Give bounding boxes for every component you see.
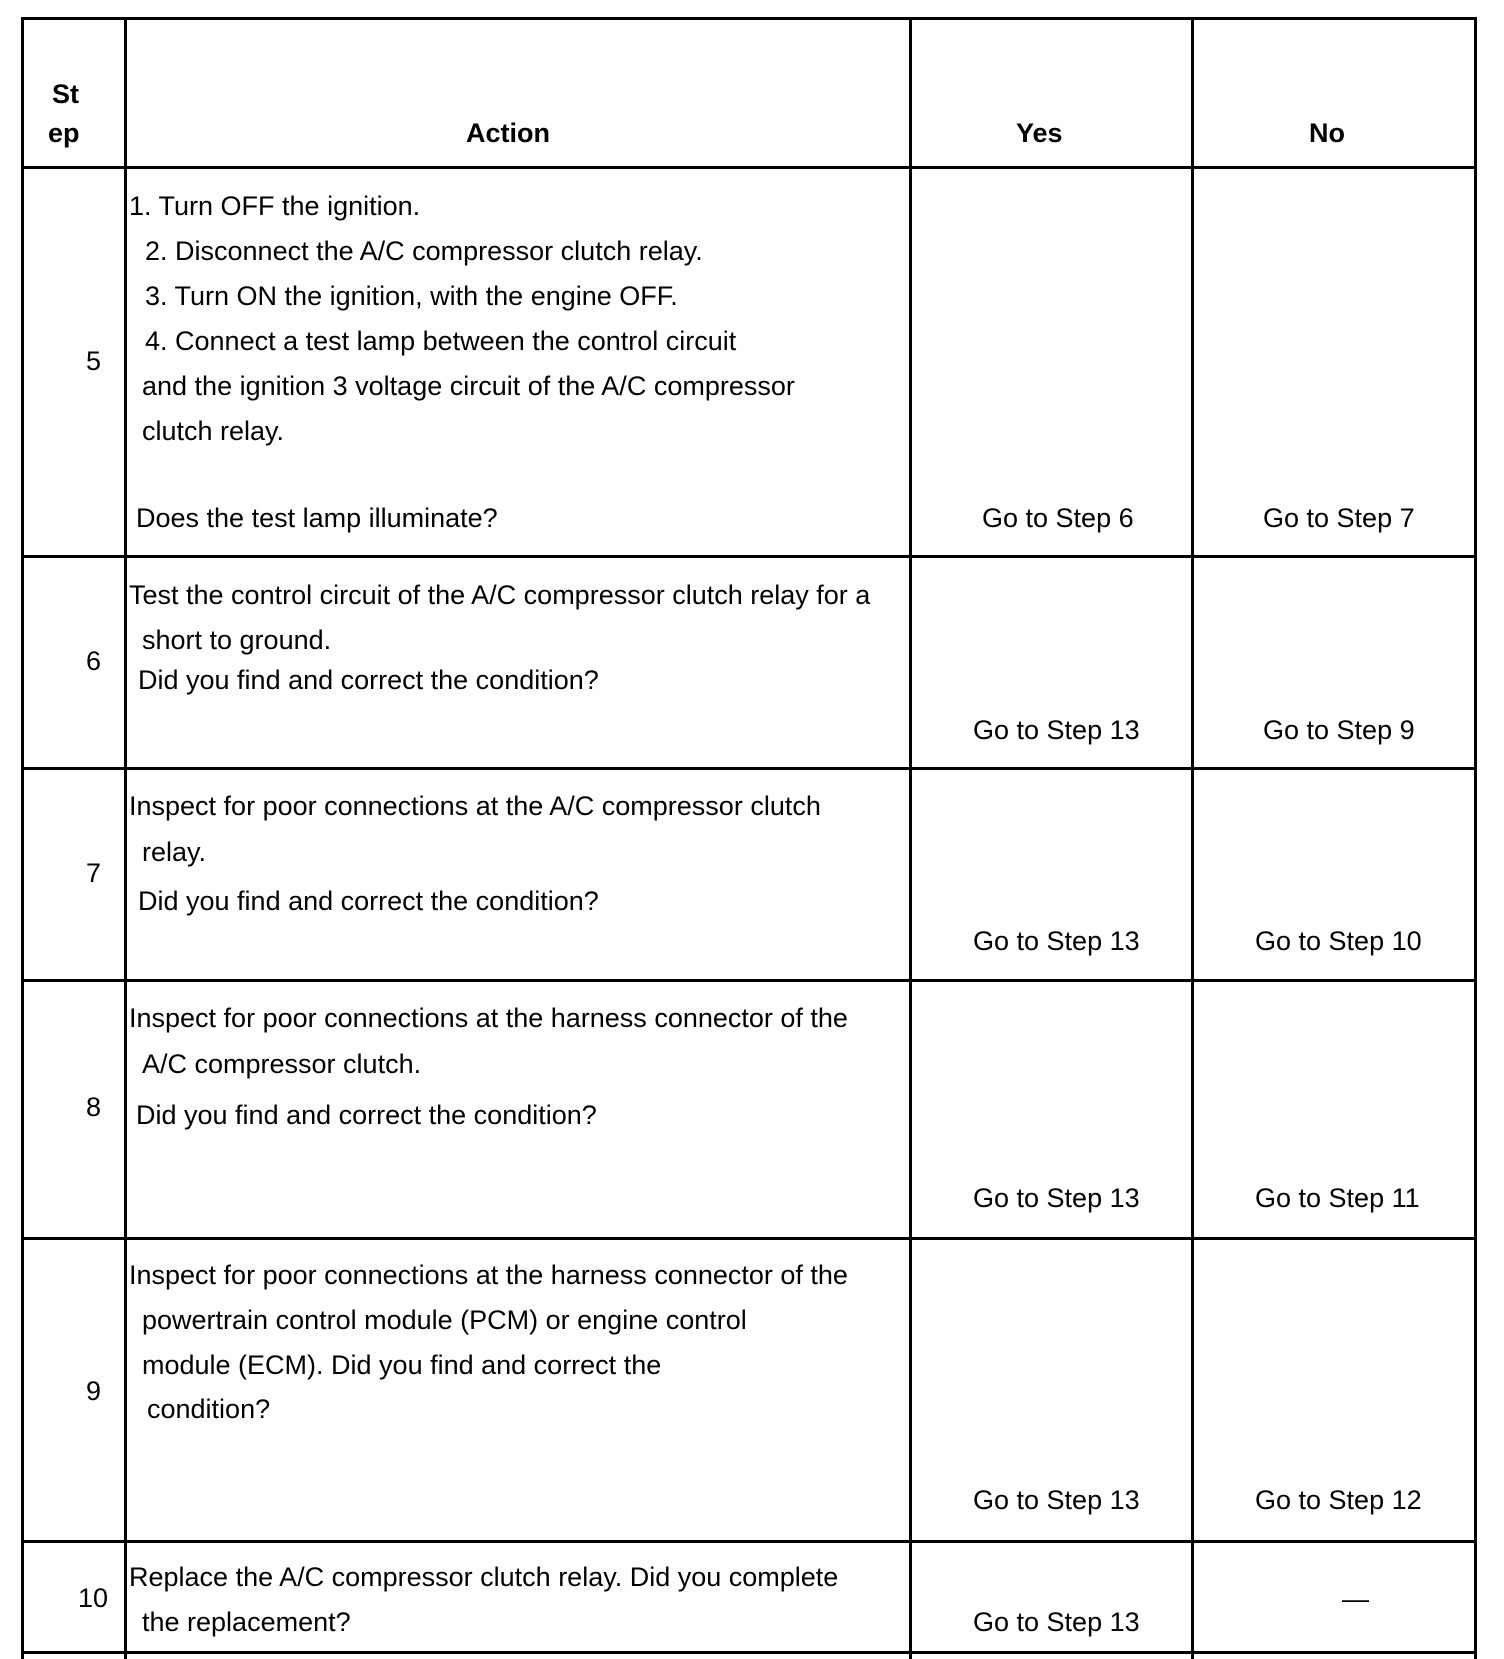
column-divider — [124, 17, 127, 1659]
no-result: Go to Step 7 — [1263, 503, 1415, 533]
action-question: Did you find and correct the condition? — [138, 665, 599, 695]
row-divider — [21, 555, 1477, 558]
no-result: Go to Step 12 — [1255, 1485, 1422, 1515]
action-line: 1. Turn OFF the ignition. — [129, 191, 421, 221]
step-number: 7 — [86, 858, 102, 888]
yes-result: Go to Step 13 — [973, 715, 1140, 745]
action-line: 2. Disconnect the A/C compressor clutch relay. — [145, 236, 703, 266]
row-divider — [21, 1237, 1477, 1240]
action-line: Test the control circuit of the A/C compressor clutch relay for a — [129, 580, 871, 610]
column-divider — [1191, 17, 1194, 1659]
header-step-line1: St — [52, 79, 79, 109]
no-result: Go to Step 11 — [1255, 1183, 1420, 1213]
header-divider — [21, 166, 1477, 169]
yes-result: Go to Step 13 — [973, 926, 1140, 956]
action-line: Inspect for poor connections at the A/C compressor clutch — [129, 791, 821, 821]
row-divider — [21, 979, 1477, 982]
header-no: No — [1309, 118, 1345, 148]
action-question: Did you find and correct the condition? — [136, 1100, 597, 1130]
no-result: Go to Step 9 — [1263, 715, 1415, 745]
yes-result: Go to Step 6 — [982, 503, 1134, 533]
header-action: Action — [466, 118, 550, 148]
yes-result: Go to Step 13 — [973, 1607, 1140, 1637]
step-number: 8 — [86, 1092, 102, 1122]
action-line: Inspect for poor connections at the harness connector of the — [129, 1260, 848, 1290]
step-number: 5 — [86, 346, 102, 376]
step-number: 10 — [78, 1583, 109, 1613]
step-number: 9 — [86, 1376, 102, 1406]
yes-result: Go to Step 13 — [973, 1183, 1140, 1213]
step-number: 6 — [86, 646, 102, 676]
action-line: 3. Turn ON the ignition, with the engine OFF. — [145, 281, 678, 311]
no-result-dash: — — [1342, 1584, 1369, 1614]
column-divider — [909, 17, 912, 1659]
action-line: powertrain control module (PCM) or engine control — [142, 1305, 747, 1335]
action-question: Does the test lamp illuminate? — [136, 503, 498, 533]
action-line: 4. Connect a test lamp between the control circuit — [145, 326, 737, 356]
action-line: the replacement? — [142, 1607, 351, 1637]
action-line: Inspect for poor connections at the harness connector of the — [129, 1003, 848, 1033]
no-result: Go to Step 10 — [1255, 926, 1422, 956]
action-line: and the ignition 3 voltage circuit of the A/C compressor — [142, 371, 795, 401]
table-border-top — [21, 17, 1477, 20]
header-step-line2: ep — [48, 118, 80, 148]
row-divider — [21, 767, 1477, 770]
action-line: short to ground. — [142, 625, 332, 655]
action-line: relay. — [142, 837, 207, 867]
table-border-left — [21, 17, 24, 1659]
action-line: clutch relay. — [142, 416, 285, 446]
row-divider — [21, 1540, 1477, 1543]
action-line: module (ECM). Did you find and correct the — [142, 1350, 662, 1380]
action-line: Replace the A/C compressor clutch relay. Did you complete — [129, 1562, 839, 1592]
header-yes: Yes — [1016, 118, 1063, 148]
action-question: Did you find and correct the condition? — [138, 886, 599, 916]
action-line: condition? — [147, 1394, 271, 1424]
action-line: A/C compressor clutch. — [142, 1049, 422, 1079]
yes-result: Go to Step 13 — [973, 1485, 1140, 1515]
table-border-right — [1474, 17, 1477, 1659]
